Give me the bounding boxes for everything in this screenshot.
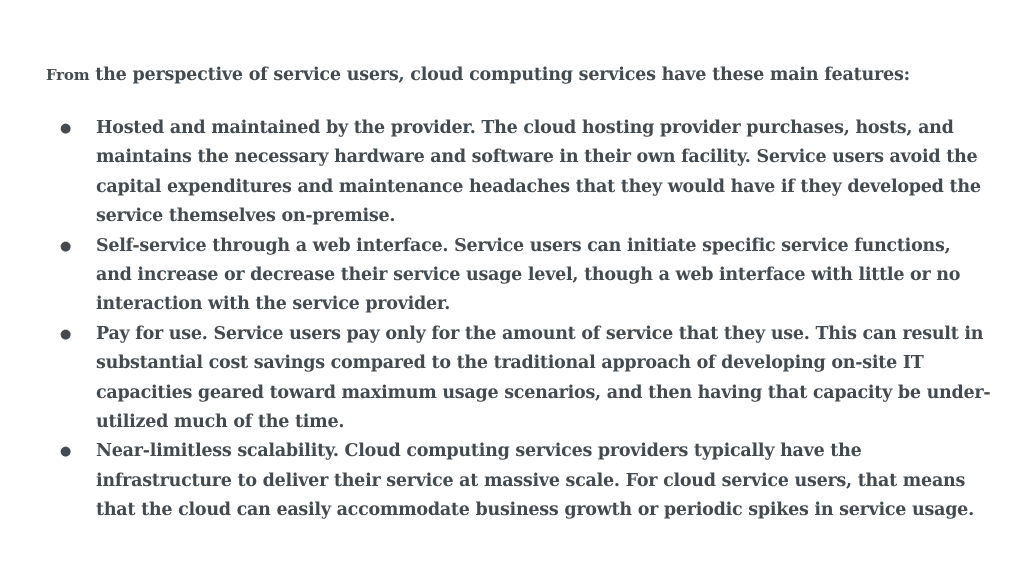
feature-item-pay-for-use [46, 320, 991, 438]
feature-item-scalability [46, 437, 991, 525]
bullet-icon: ● [60, 238, 72, 254]
feature-text: Pay for use. Service users pay only for the amount of service that they use. This can result in substantial cost savings compared to the traditional approach of developing on-site IT capacities geared toward maximum usage scenarios, and then having that capacity be under-utilized much of the time. [96, 323, 991, 433]
feature-item-hosted [46, 114, 991, 232]
feature-text: Self-service through a web interface. Service users can initiate specific service functions, and increase or decrease their service usage level, though a web interface with little or no interaction with the service provider. [96, 235, 961, 315]
feature-text: Near-limitless scalability. Cloud computing services providers typically have the infrastructure to deliver their service at massive scale. For cloud service users, that means that the cloud can easily accommodate business growth or periodic spikes in service usage. [96, 441, 974, 521]
intro-text: the perspective of service users, cloud computing services have these main features: [89, 65, 910, 85]
feature-list [46, 114, 991, 526]
intro-paragraph [46, 62, 984, 88]
intro-lead-word: From [46, 66, 90, 84]
bullet-icon: ● [60, 444, 72, 460]
feature-text: Hosted and maintained by the provider. The cloud hosting provider purchases, hosts, and maintains the necessary hardware and software in their own facility. Service users avoid the capital expenditures and maintenance headaches that they would have if they developed the service themselves on-premise. [96, 118, 981, 227]
feature-item-self-service [46, 232, 991, 320]
bullet-icon: ● [60, 121, 72, 136]
bullet-icon: ● [60, 326, 72, 342]
